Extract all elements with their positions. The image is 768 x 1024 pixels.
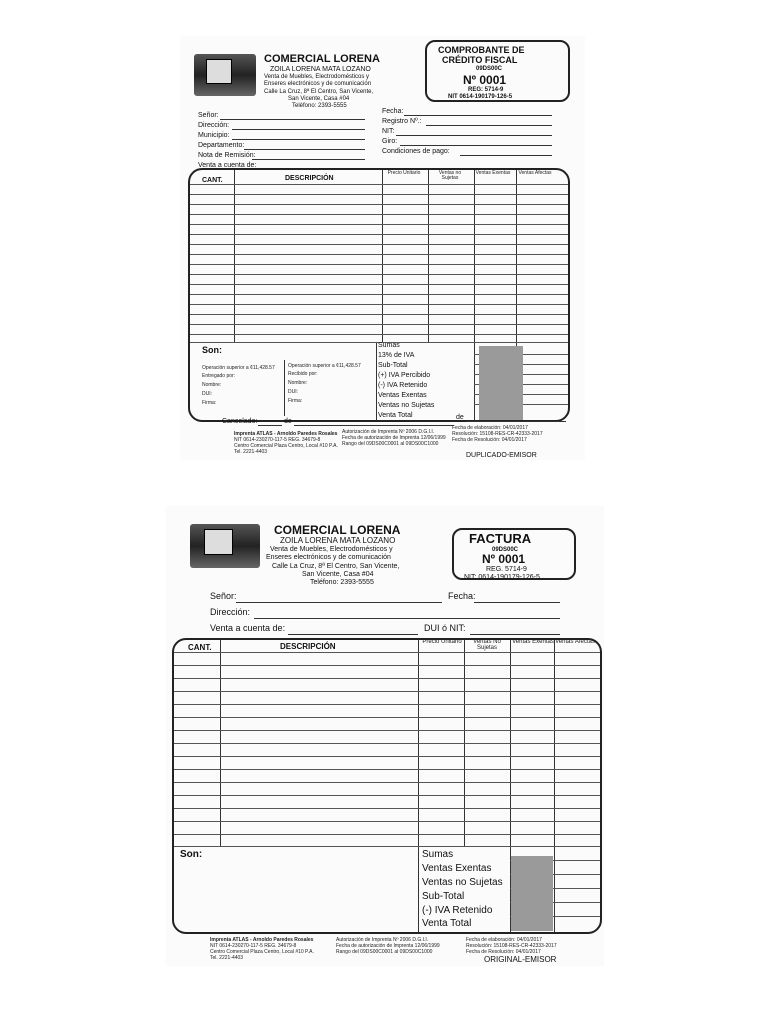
printer-line-1: Imprenta ATLAS - Arnoldo Paredes Rosales (234, 431, 338, 437)
printer-line-2: NIT 0614-230270-117-5 REG. 34679-8 (210, 943, 297, 949)
cancelado-year-input[interactable] (466, 421, 566, 422)
copy-label: DUPLICADO-EMISOR (466, 452, 537, 459)
business-line-2: Enseres electrónicos y de comunicación (264, 81, 372, 87)
son-label: Son: (202, 345, 222, 355)
factura-sheet (166, 506, 604, 966)
row-line (190, 284, 568, 285)
elab-line-3: Fecha de Resolución: 04/01/2017 (452, 437, 527, 443)
elab-line-3: Fecha de Resolución: 04/01/2017 (466, 949, 541, 955)
field-venta-label: Venta a cuenta de: (210, 623, 286, 633)
total-venta-total: Venta Total (422, 918, 472, 929)
col-divider (474, 170, 475, 420)
col-divider (418, 640, 419, 932)
row-line (174, 743, 600, 744)
sig-right-firma: Firma: (288, 398, 303, 404)
sig-right-nombre: Nombre: (288, 380, 308, 386)
col-exentas-header: Ventas Exentas (475, 170, 511, 176)
field-fecha-input[interactable] (404, 115, 552, 116)
doc-serie: 09DS00C (492, 547, 519, 553)
row-line (190, 264, 568, 265)
doc-nit: NIT 0614-190179-126-5 (448, 94, 513, 100)
field-direccion-input[interactable] (254, 618, 560, 619)
elab-line-1: Fecha de elaboración: 04/01/2017 (452, 425, 528, 431)
row-line (190, 224, 568, 225)
total-ventas-exentas: Ventas Exentas (378, 392, 427, 399)
doc-title-line-1: COMPROBANTE DE (438, 45, 525, 55)
shaded-cell (479, 346, 523, 420)
row-line (174, 652, 600, 653)
col-divider (428, 170, 429, 342)
row-line (174, 730, 600, 731)
doc-number: Nº 0001 (463, 73, 507, 87)
doc-reg: REG: 5714-9 (468, 87, 504, 93)
auth-line-1: Autorización de Imprenta Nº 2006 D.G.I.I. (342, 429, 435, 435)
row-line (174, 665, 600, 666)
field-municipio-label: Municipio: (198, 132, 230, 139)
owner-name: ZOILA LORENA MATA LOZANO (280, 536, 396, 545)
row-line (190, 204, 568, 205)
total-iva-percibido: (+) IVA Percibido (378, 372, 431, 379)
row-line (190, 274, 568, 275)
row-line (190, 314, 568, 315)
cancelado-label: Cancelado: (222, 418, 258, 425)
address-line-2: San Vicente, Casa #04 (302, 571, 374, 578)
col-descripcion-header: DESCRIPCIÓN (280, 642, 336, 651)
printer-line-1: Imprenta ATLAS - Arnoldo Paredes Rosales (210, 937, 314, 943)
field-remision-input[interactable] (252, 159, 365, 160)
col-cant-header: CANT. (202, 177, 223, 184)
field-direccion-label: Dirección: (210, 607, 251, 617)
field-registro-label: Registro Nº.: (382, 118, 422, 125)
sig-right-dui: DUI: (288, 389, 298, 395)
field-senor-input[interactable] (236, 602, 442, 603)
total-ventas-no-sujetas: Ventas no Sujetas (422, 877, 503, 888)
cancelado-de-1: de (284, 418, 292, 425)
field-dui-input[interactable] (470, 634, 560, 635)
doc-nit: NIT: 0614-190179-126-5 (464, 574, 540, 581)
address-line-1: Calle La Cruz, 8ª El Centro, San Vicente, (264, 89, 374, 95)
doc-reg: REG. 5714-9 (486, 566, 527, 573)
field-condiciones-label: Condiciones de pago: (382, 148, 450, 155)
doc-serie: 09DS00C (476, 66, 503, 72)
row-line (190, 304, 568, 305)
furniture-logo-icon (194, 54, 256, 96)
elab-line-2: Resolución: 15108-RES-CR-42333-2017 (466, 943, 557, 949)
field-senor-label: Señor: (210, 591, 237, 601)
row-line (190, 194, 568, 195)
field-municipio-input[interactable] (232, 139, 365, 140)
col-divider (376, 342, 377, 420)
shaded-cell (511, 856, 553, 931)
row-line (190, 184, 568, 185)
company-name: COMERCIAL LORENA (274, 523, 401, 537)
total-subtotal: Sub-Total (422, 891, 465, 902)
col-cant-header: CANT. (188, 643, 212, 652)
row-line (174, 717, 600, 718)
printer-line-3: Centro Comercial Plaza Centro, Local #10 P.A. (210, 949, 314, 955)
auth-line-1: Autorización de Imprenta Nº 2006 D.G.I.I. (336, 937, 429, 943)
col-nosujetas-header: Ventas no Sujetas (438, 170, 462, 181)
row-line (190, 334, 568, 335)
sig-left-nombre: Nombre: (202, 382, 222, 388)
total-iva-retenido: (-) IVA Retenido (422, 905, 493, 916)
field-giro-input[interactable] (400, 145, 552, 146)
field-fecha-label: Fecha: (448, 591, 476, 601)
elab-line-1: Fecha de elaboración: 04/01/2017 (466, 937, 542, 943)
auth-line-3: Rango del 09DS00C0001 al 09DS00C1000 (336, 949, 433, 955)
sig-right-recibido: Recibido por: (288, 371, 318, 377)
field-senor-label: Señor: (198, 112, 219, 119)
col-exentas-header: Ventas Exentas (512, 639, 554, 645)
business-line-2: Enseres electrónicos y de comunicación (266, 554, 391, 561)
field-direccion-input[interactable] (232, 129, 365, 130)
field-venta-label: Venta a cuenta de: (198, 162, 257, 169)
auth-line-2: Fecha de autorización de Imprenta 12/06/1999 (336, 943, 440, 949)
printer-line-4: Tel. 2221-4403 (234, 449, 268, 455)
field-venta-input[interactable] (288, 634, 418, 635)
total-venta-total: Venta Total (378, 412, 413, 419)
son-label: Son: (180, 849, 203, 860)
total-sumas: Sumas (378, 342, 400, 349)
field-giro-label: Giro: (382, 138, 398, 145)
business-line-1: Venta de Muebles, Electrodomésticos y (264, 74, 370, 80)
col-divider (234, 170, 235, 342)
elab-line-2: Resolución: 15108-RES-CR-42333-2017 (452, 431, 543, 437)
auth-line-2: Fecha de autorización de Imprenta 12/06/1999 (342, 435, 446, 441)
sig-left-entregado: Entregado por: (202, 373, 236, 379)
total-iva: 13% de IVA (378, 352, 415, 359)
row-line (174, 782, 600, 783)
col-afectas-header: Ventas Afectas (518, 170, 552, 176)
col-precio-header: Precio Unitario (387, 170, 421, 176)
total-sumas: Sumas (422, 849, 454, 860)
col-divider (382, 170, 383, 342)
row-line (174, 834, 600, 835)
field-direccion-label: Dirección: (198, 122, 230, 129)
sig-divider (284, 360, 285, 416)
field-nit-input[interactable] (396, 135, 552, 136)
printer-line-3: Centro Comercial Plaza Centro, Local #10 P.A. (234, 443, 338, 449)
phone: Teléfono: 2393-5555 (310, 579, 374, 586)
cancelado-input[interactable] (258, 425, 282, 426)
printer-line-4: Tel. 2221-4403 (210, 955, 244, 961)
field-condiciones-input[interactable] (460, 155, 552, 156)
doc-title: FACTURA (469, 531, 532, 546)
row-line (190, 324, 568, 325)
field-remision-label: Nota de Remisión: (198, 152, 256, 159)
furniture-logo-icon (190, 524, 260, 568)
row-line (174, 795, 600, 796)
row-line (174, 704, 600, 705)
total-iva-retenido: (-) IVA Retenido (378, 382, 428, 389)
total-ventas-no-sujetas: Ventas no Sujetas (378, 402, 435, 409)
doc-title-line-2: CRÉDITO FISCAL (442, 55, 518, 65)
address-line-2: San Vicente, Casa #04 (288, 96, 350, 102)
col-afectas-header: Ventas Afectas (555, 639, 595, 645)
row-line (190, 234, 568, 235)
phone: Teléfono: 2393-5555 (292, 103, 347, 109)
field-fecha-input[interactable] (474, 602, 560, 603)
row-line (190, 244, 568, 245)
row-line (190, 294, 568, 295)
row-line (174, 846, 600, 847)
field-fecha-label: Fecha: (382, 108, 404, 115)
total-ventas-exentas: Ventas Exentas (422, 863, 492, 874)
col-descripcion-header: DESCRIPCIÓN (285, 175, 334, 182)
field-departamento-input[interactable] (244, 149, 365, 150)
op-left: Operación superior a ¢11,428.57 (202, 365, 275, 371)
field-departamento-label: Departamento: (198, 142, 245, 149)
sig-left-firma: Firma: (202, 400, 217, 406)
copy-label: ORIGINAL-EMISOR (484, 955, 557, 964)
row-line (174, 821, 600, 822)
owner-name: ZOILA LORENA MATA LOZANO (270, 66, 371, 73)
field-nit-label: NIT: (382, 128, 395, 135)
field-registro-input[interactable] (426, 125, 552, 126)
op-right: Operación superior a ¢11,428.57 (288, 363, 361, 369)
col-precio-header: Precio Unitario (422, 639, 462, 645)
row-line (174, 769, 600, 770)
col-nosujetas-header: Ventas No Sujetas (473, 639, 501, 651)
row-line (174, 691, 600, 692)
row-line (174, 756, 600, 757)
field-dui-label: DUI ó NIT: (424, 623, 466, 633)
doc-number: Nº 0001 (482, 552, 526, 566)
total-subtotal: Sub-Total (378, 362, 408, 369)
credito-fiscal-sheet (180, 36, 585, 460)
row-line (174, 678, 600, 679)
field-senor-input[interactable] (220, 119, 365, 120)
address-line-1: Calle La Cruz, 8ª El Centro, San Vicente, (272, 563, 400, 570)
cancelado-de-2: de (456, 414, 464, 421)
cancelado-month-input[interactable] (294, 425, 454, 426)
row-line (190, 214, 568, 215)
business-line-1: Venta de Muebles, Electrodomésticos y (270, 546, 393, 553)
company-name: COMERCIAL LORENA (264, 53, 380, 65)
sig-left-dui: DUI: (202, 391, 212, 397)
row-line (190, 254, 568, 255)
printer-line-2: NIT 0614-230270-117-5 REG. 34679-8 (234, 437, 321, 443)
auth-line-3: Rango del 09DS00C0001 al 09DS00C1000 (342, 441, 439, 447)
row-line (174, 808, 600, 809)
